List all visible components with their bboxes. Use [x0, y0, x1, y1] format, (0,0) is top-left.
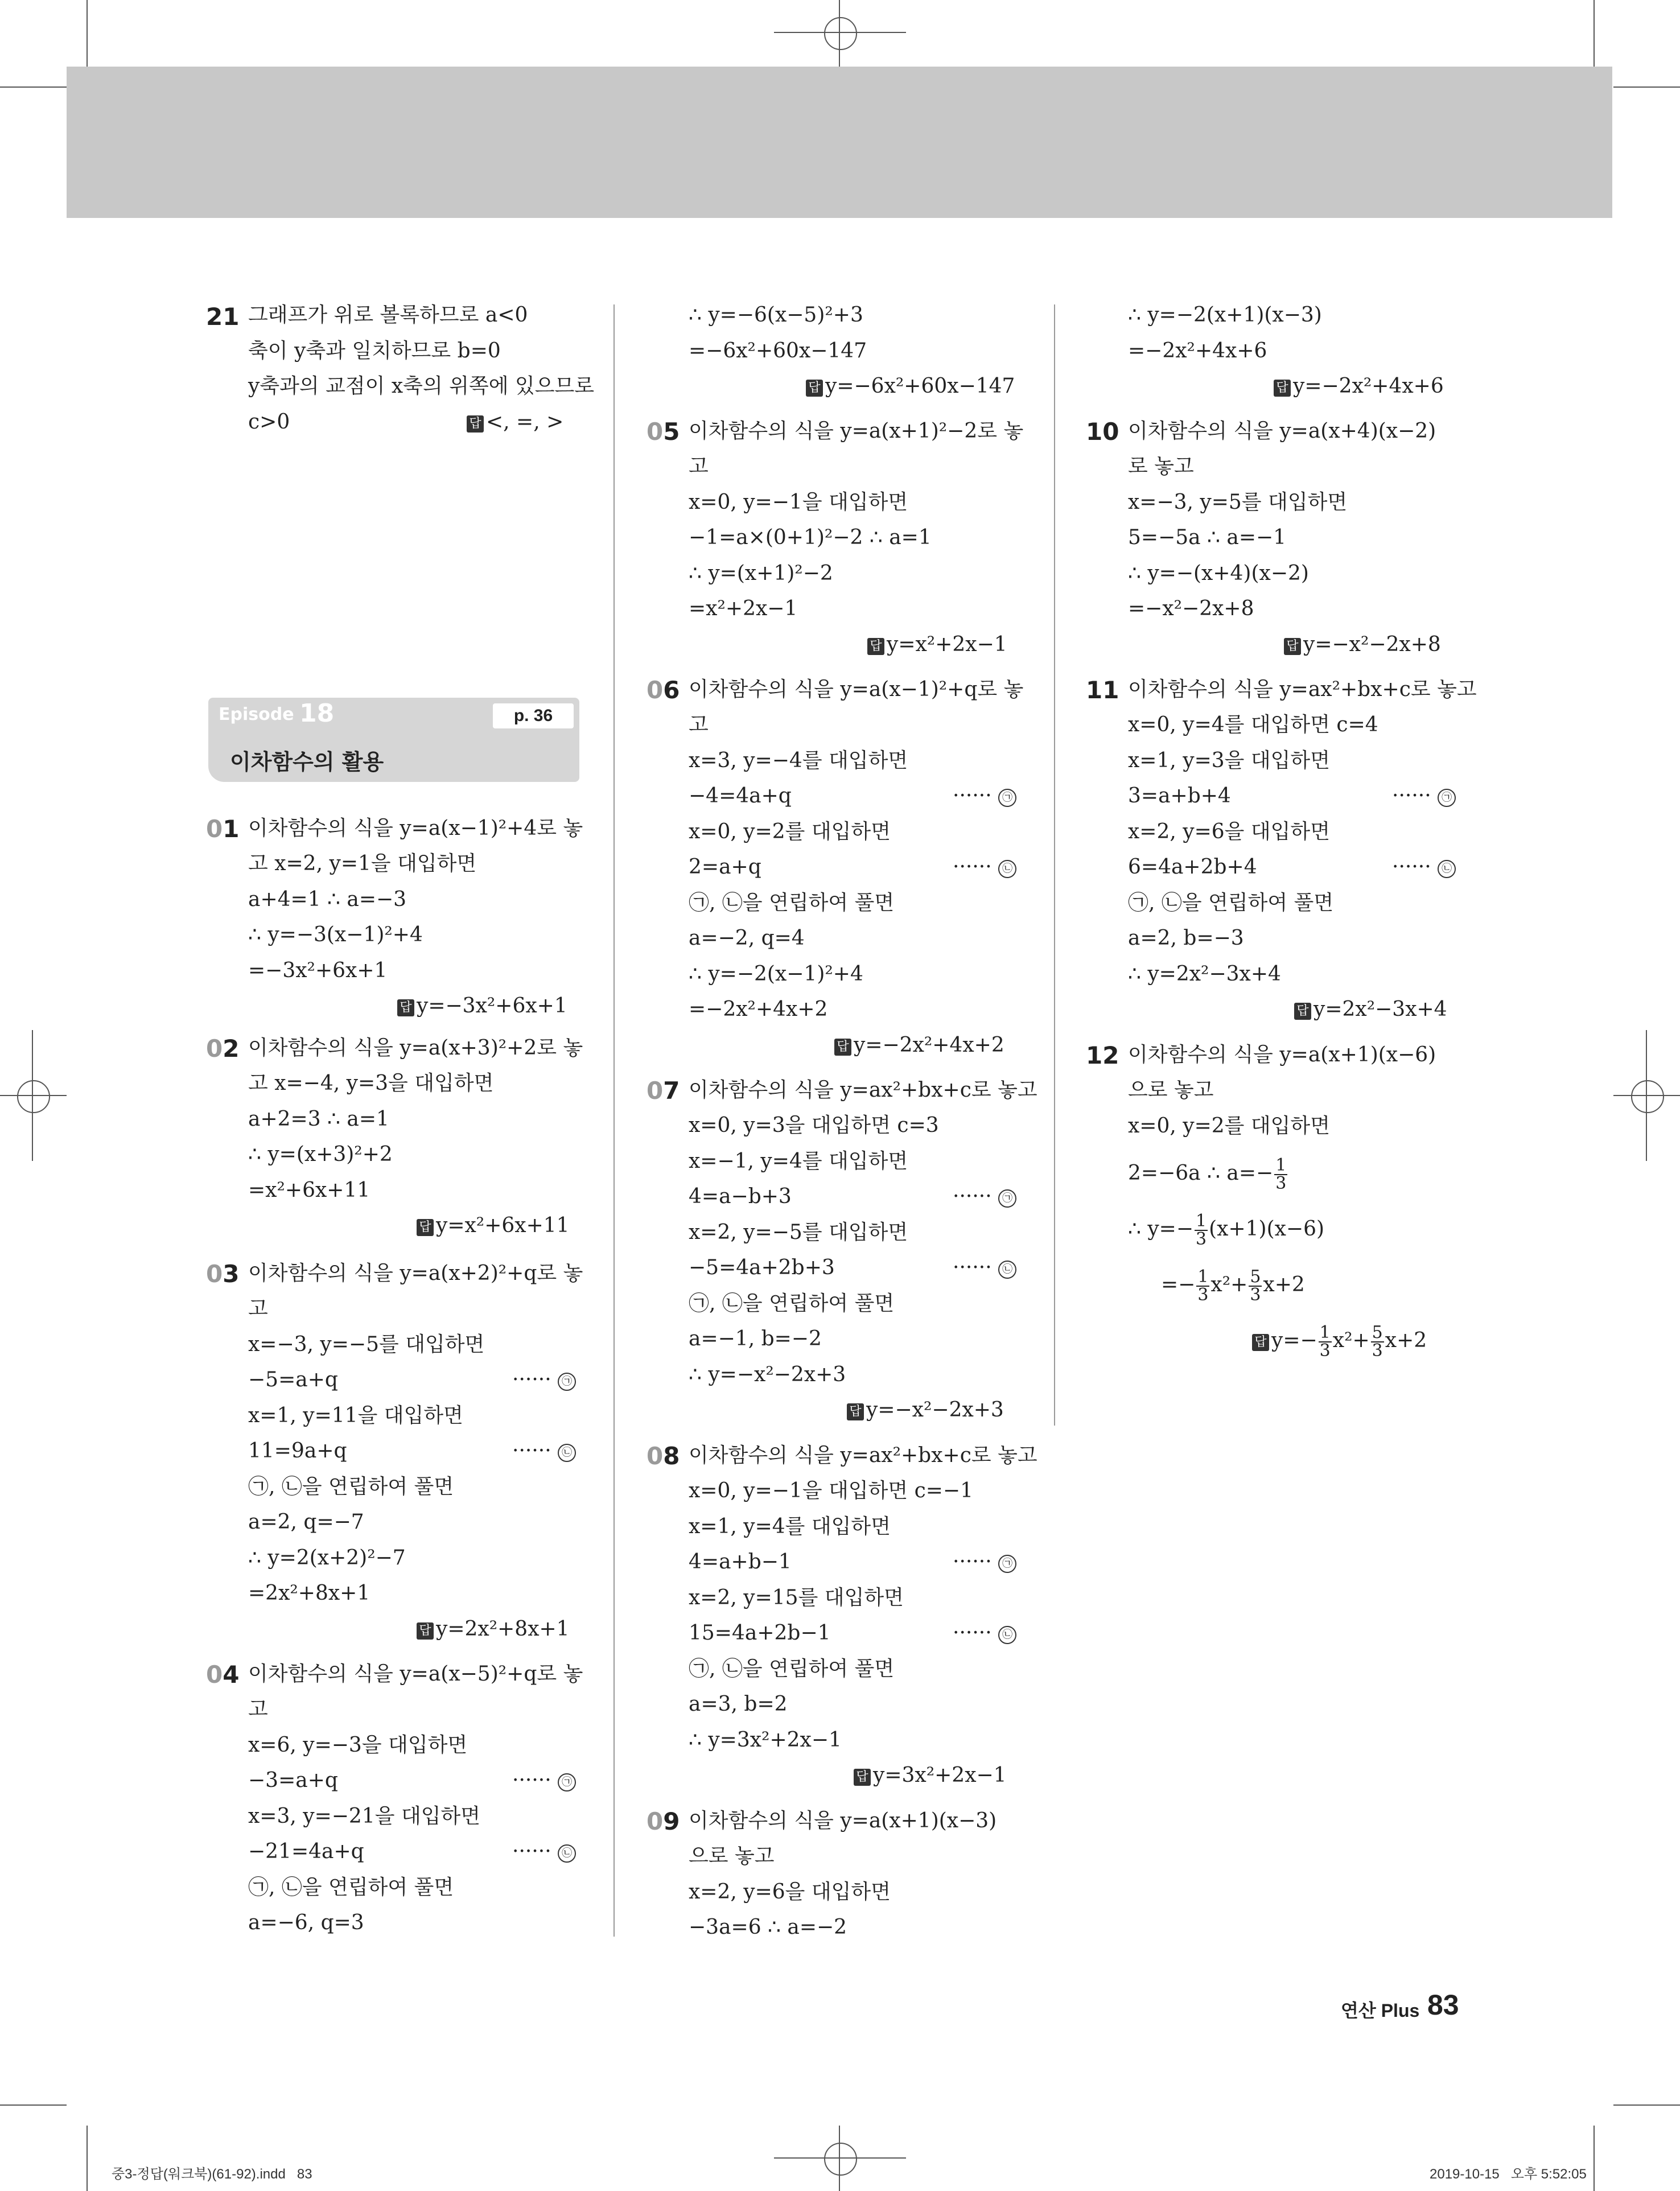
solution-line: a=3, b=2: [689, 1692, 788, 1716]
problem-number: 09: [647, 1807, 680, 1835]
registration-mark: [839, 0, 840, 67]
solution-line: −1=a×(0+1)²−2 ∴ a=1: [689, 526, 932, 549]
solution-line: a=−2, q=4: [689, 926, 805, 950]
solution-line: x=0, y=3을 대입하면 c=3: [689, 1114, 939, 1137]
answer-icon: 답: [417, 1622, 434, 1640]
solution-line: −21=4a+q: [248, 1840, 364, 1863]
solution-line: ∴ y=(x+3)²+2: [248, 1143, 393, 1166]
answer: 답 y=x²+6x+11: [417, 1214, 570, 1237]
episode-label: Episode: [219, 705, 294, 724]
solution-line: c>0: [248, 410, 290, 434]
answer-icon: 답: [867, 638, 884, 655]
answer-icon: 답: [397, 999, 414, 1016]
equation-tag: ······ ㉠: [1392, 785, 1456, 808]
equation-tag: ······ ㉡: [953, 1622, 1016, 1645]
solution-line: 11=9a+q: [248, 1439, 347, 1463]
registration-mark: [824, 2143, 857, 2176]
solution-line: =x²+6x+11: [248, 1179, 370, 1202]
solution-line: ∴ y=(x+1)²−2: [689, 562, 833, 585]
solution-line: x=0, y=2를 대입하면: [689, 820, 891, 843]
solution-line: 5=−5a ∴ a=−1: [1128, 526, 1287, 549]
episode-number: 18: [299, 699, 335, 728]
fraction: $\frac{5}{3}$: [1250, 1267, 1261, 1305]
solution-line: 3=a+b+4: [1128, 784, 1231, 808]
answer-icon: 답: [834, 1039, 851, 1056]
solution-line: 로 놓고: [1128, 455, 1194, 478]
registration-mark: [0, 1095, 67, 1096]
fraction: $\frac{1}{3}$: [1196, 1211, 1207, 1249]
registration-mark: [32, 1030, 33, 1161]
solution-line: 2=−6a ∴ a=− $\frac{1}{3}$: [1128, 1155, 1287, 1193]
problem-number: 21: [206, 303, 240, 331]
solution-line: =− $\frac{1}{3}$ x²+ $\frac{5}{3}$ x+2: [1161, 1267, 1305, 1305]
solution-line: 이차함수의 식을 y=a(x+1)(x−6): [1128, 1043, 1436, 1066]
problem-number: 08: [647, 1442, 680, 1470]
solution-line: x=0, y=−1을 대입하면 c=−1: [689, 1479, 973, 1502]
answer-icon: 답: [1284, 638, 1301, 655]
column-divider: [613, 304, 615, 1937]
registration-mark: [774, 32, 906, 33]
solution-line: 4=a+b−1: [689, 1550, 792, 1574]
solution-line: 축이 y축과 일치하므로 b=0: [248, 339, 501, 363]
problem-number: 04: [206, 1661, 240, 1688]
solution-line: x=2, y=15를 대입하면: [689, 1586, 904, 1609]
solution-line: 고: [248, 1297, 268, 1320]
solution-line: =−6x²+60x−147: [689, 339, 867, 363]
solution-line: ∴ y=−2(x+1)(x−3): [1128, 303, 1322, 327]
solution-line: x=1, y=11을 대입하면: [248, 1404, 463, 1427]
answer-icon: 답: [467, 415, 484, 433]
solution-line: ㉠, ㉡을 연립하여 풀면: [248, 1475, 454, 1498]
solution-line: 이차함수의 식을 y=a(x+4)(x−2): [1128, 419, 1436, 443]
crop-mark: [1593, 2126, 1595, 2191]
solution-line: 이차함수의 식을 y=a(x+2)²+q로 놓: [248, 1262, 583, 1285]
solution-line: a=−1, b=−2: [689, 1327, 822, 1350]
problem-number: 03: [206, 1260, 240, 1288]
solution-line: 6=4a+2b+4: [1128, 855, 1257, 879]
fraction: $\frac{1}{3}$: [1275, 1155, 1287, 1193]
solution-line: x=−3, y=5를 대입하면: [1128, 491, 1348, 514]
answer: 답 y=2x²−3x+4: [1294, 998, 1447, 1021]
solution-line: ∴ y=2(x+2)²−7: [248, 1546, 406, 1570]
crop-mark: [1613, 2104, 1680, 2106]
equation-tag: ······ ㉡: [953, 856, 1016, 879]
solution-line: x=3, y=−21을 대입하면: [248, 1805, 481, 1828]
solution-line: =−2x²+4x+6: [1128, 339, 1267, 363]
solution-line: x=2, y=−5를 대입하면: [689, 1221, 908, 1244]
equation-tag: ······ ㉠: [953, 785, 1016, 808]
answer-icon: 답: [854, 1769, 871, 1786]
solution-line: a+4=1 ∴ a=−3: [248, 888, 407, 911]
crop-mark: [87, 0, 88, 67]
solution-line: ∴ y=−2(x−1)²+4: [689, 962, 863, 986]
solution-line: 고: [689, 713, 709, 736]
solution-line: 이차함수의 식을 y=a(x−5)²+q로 놓: [248, 1662, 583, 1686]
page-footer-label: 연산 Plus: [1341, 2000, 1420, 2021]
answer: 답 y=x²+2x−1: [867, 633, 1007, 656]
solution-line: ∴ y=−3(x−1)²+4: [248, 923, 423, 946]
problem-number: 05: [647, 418, 680, 446]
solution-line: a=−6, q=3: [248, 1911, 364, 1934]
solution-line: ∴ y=2x²−3x+4: [1128, 962, 1281, 986]
solution-line: x=2, y=6을 대입하면: [689, 1880, 891, 1904]
solution-line: x=−3, y=−5를 대입하면: [248, 1333, 485, 1356]
answer: 답 y=−3x²+6x+1: [397, 995, 567, 1018]
problem-number: 06: [647, 676, 680, 704]
solution-line: ∴ y=−6(x−5)²+3: [689, 303, 863, 327]
registration-mark: [1631, 1080, 1664, 1113]
solution-line: =2x²+8x+1: [248, 1582, 370, 1605]
crop-mark: [1613, 87, 1680, 88]
answer: 답 y=2x²+8x+1: [417, 1618, 570, 1641]
solution-line: 이차함수의 식을 y=a(x+1)(x−3): [689, 1809, 997, 1832]
problem-number: 10: [1086, 418, 1119, 446]
registration-mark: [1646, 1030, 1647, 1161]
solution-line: −3=a+q: [248, 1769, 338, 1792]
equation-tag: ······ ㉡: [512, 1440, 576, 1463]
solution-line: 2=a+q: [689, 855, 761, 879]
solution-line: x=0, y=4를 대입하면 c=4: [1128, 713, 1378, 736]
fraction: $\frac{1}{3}$: [1319, 1323, 1331, 1361]
solution-line: 고: [248, 1698, 268, 1721]
solution-line: 4=a−b+3: [689, 1185, 792, 1208]
print-timestamp: 2019-10-15 오후 5:52:05: [1430, 2167, 1587, 2182]
solution-line: =−3x²+6x+1: [248, 959, 388, 982]
file-info: 중3-정답(워크북)(61-92).indd 83: [112, 2167, 312, 2182]
solution-line: a+2=3 ∴ a=1: [248, 1107, 389, 1131]
solution-line: 이차함수의 식을 y=a(x−1)²+q로 놓: [689, 678, 1024, 701]
solution-line: ㉠, ㉡을 연립하여 풀면: [1128, 891, 1334, 915]
solution-line: 이차함수의 식을 y=ax²+bx+c로 놓고: [689, 1444, 1037, 1467]
solution-line: 고 x=2, y=1을 대입하면: [248, 852, 477, 875]
answer: 답 y=−6x²+60x−147: [806, 375, 1015, 398]
solution-line: ∴ y=−(x+4)(x−2): [1128, 562, 1309, 585]
equation-tag: ······ ㉠: [953, 1185, 1016, 1208]
answer-icon: 답: [1294, 1003, 1311, 1020]
equation-tag: ······ ㉠: [512, 1369, 576, 1391]
solution-line: 이차함수의 식을 y=ax²+bx+c로 놓고: [689, 1078, 1037, 1102]
solution-line: x=1, y=3을 대입하면: [1128, 749, 1330, 772]
solution-line: ㉠, ㉡을 연립하여 풀면: [689, 1657, 895, 1681]
crop-mark: [87, 2126, 88, 2191]
registration-mark: [824, 17, 857, 50]
registration-mark: [774, 2157, 906, 2159]
problem-number: 11: [1086, 676, 1119, 704]
solution-line: x=−1, y=4를 대입하면: [689, 1150, 908, 1173]
answer: 답 y=3x²+2x−1: [854, 1764, 1007, 1787]
solution-line: −4=4a+q: [689, 784, 792, 808]
crop-mark: [1593, 0, 1595, 67]
solution-line: x=1, y=4를 대입하면: [689, 1515, 891, 1538]
answer: 답 y=−2x²+4x+6: [1274, 375, 1444, 398]
answer-icon: 답: [1252, 1334, 1269, 1351]
solution-line: −5=a+q: [248, 1368, 338, 1391]
solution-line: x=0, y=−1을 대입하면: [689, 491, 908, 514]
problem-number: 12: [1086, 1041, 1119, 1069]
solution-line: 그래프가 위로 볼록하므로 a<0: [248, 303, 528, 327]
solution-line: 이차함수의 식을 y=ax²+bx+c로 놓고: [1128, 678, 1477, 701]
solution-line: x=2, y=6을 대입하면: [1128, 820, 1330, 843]
answer-icon: 답: [847, 1403, 864, 1420]
solution-line: −5=4a+2b+3: [689, 1256, 835, 1279]
solution-line: −3a=6 ∴ a=−2: [689, 1916, 847, 1939]
answer: 답 y=−x²−2x+8: [1284, 633, 1441, 656]
solution-line: 고 x=−4, y=3을 대입하면: [248, 1072, 494, 1095]
episode-page-ref: p. 36: [493, 703, 574, 728]
solution-line: 이차함수의 식을 y=a(x+1)²−2로 놓: [689, 419, 1024, 443]
solution-line: ∴ y=− $\frac{1}{3}$ (x+1)(x−6): [1128, 1211, 1325, 1249]
answer: 답 y=−2x²+4x+2: [834, 1034, 1004, 1057]
equation-tag: ······ ㉡: [1392, 856, 1456, 879]
solution-line: x=3, y=−4를 대입하면: [689, 749, 908, 772]
solution-line: 으로 놓고: [689, 1844, 775, 1868]
problem-number: 02: [206, 1035, 240, 1062]
answer: 답 y=− $\frac{1}{3}$ x²+ $\frac{5}{3}$ x+2: [1252, 1323, 1427, 1360]
solution-line: =−2x²+4x+2: [689, 998, 828, 1021]
column-divider: [1054, 304, 1055, 1426]
problem-number: 01: [206, 815, 240, 843]
answer-icon: 답: [806, 380, 823, 397]
answer: 답 y=−x²−2x+3: [847, 1399, 1004, 1422]
solution-line: ㉠, ㉡을 연립하여 풀면: [248, 1876, 454, 1899]
solution-line: 15=4a+2b−1: [689, 1621, 831, 1645]
solution-line: a=2, q=−7: [248, 1510, 364, 1534]
problem-number: 07: [647, 1077, 680, 1105]
page-number: 83: [1427, 1989, 1459, 2021]
solution-line: ∴ y=3x²+2x−1: [689, 1728, 842, 1752]
crop-mark: [0, 2104, 67, 2106]
solution-line: ㉠, ㉡을 연립하여 풀면: [689, 891, 895, 915]
solution-line: =−x²−2x+8: [1128, 597, 1254, 620]
answer: 답 <, =, >: [467, 411, 563, 434]
answer-icon: 답: [1274, 380, 1291, 397]
episode-title: 이차함수의 활용: [230, 749, 384, 775]
solution-line: 이차함수의 식을 y=a(x−1)²+4로 놓: [248, 817, 583, 840]
registration-mark: [839, 2126, 840, 2191]
solution-line: 으로 놓고: [1128, 1078, 1214, 1102]
registration-mark: [17, 1080, 50, 1113]
equation-tag: ······ ㉡: [512, 1840, 576, 1863]
solution-line: a=2, b=−3: [1128, 926, 1244, 950]
solution-line: ∴ y=−x²−2x+3: [689, 1363, 846, 1386]
solution-line: x=6, y=−3을 대입하면: [248, 1733, 468, 1757]
equation-tag: ······ ㉠: [953, 1551, 1016, 1574]
solution-line: 이차함수의 식을 y=a(x+3)²+2로 놓: [248, 1036, 583, 1060]
solution-line: x=0, y=2를 대입하면: [1128, 1114, 1330, 1138]
header-band: [67, 67, 1612, 218]
solution-line: 고: [689, 455, 709, 478]
solution-line: =x²+2x−1: [689, 597, 798, 620]
crop-mark: [0, 87, 67, 88]
answer-icon: 답: [417, 1219, 434, 1236]
solution-line: y축과의 교점이 x축의 위쪽에 있으므로: [248, 374, 595, 398]
fraction: $\frac{5}{3}$: [1372, 1323, 1383, 1361]
fraction: $\frac{1}{3}$: [1197, 1267, 1209, 1305]
equation-tag: ······ ㉡: [953, 1257, 1016, 1279]
equation-tag: ······ ㉠: [512, 1769, 576, 1792]
solution-line: ㉠, ㉡을 연립하여 풀면: [689, 1292, 895, 1315]
